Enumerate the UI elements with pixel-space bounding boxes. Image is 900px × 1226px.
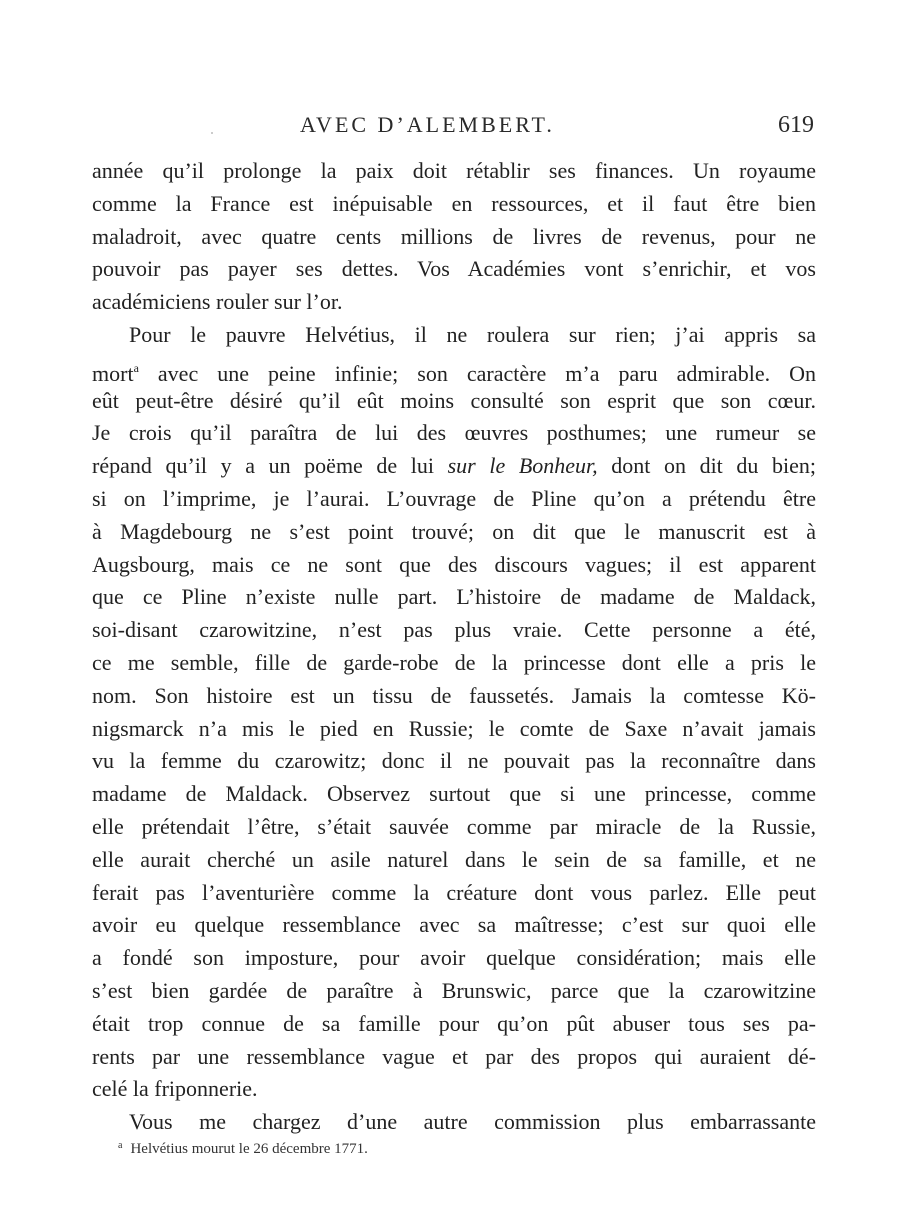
text-line: nom. Son histoire est un tissu de faussetés. Jamais la comtesse Kö- [92,682,816,708]
text-line: pouvoir pas payer ses dettes. Vos Académies vont s’enrichir, et vos [92,256,816,282]
text-line: à Magdebourg ne s’est point trouvé; on dit que le manuscrit est à [92,518,816,544]
text-line: a fondé son imposture, pour avoir quelque considération; mais elle [92,945,816,971]
text-line: elle prétendait l’être, s’était sauvée comme par miracle de la Russie, [92,813,816,839]
page-number: 619 [778,112,814,138]
text-line: eût peut-être désiré qu’il eût moins consulté son esprit que son cœur. [92,387,816,413]
text-line: si on l’imprime, je l’aurai. L’ouvrage de Pline qu’on a prétendu être [92,485,816,511]
body-text [92,155,816,1139]
text-line: Je crois qu’il paraîtra de lui des œuvres posthumes; une rumeur se [92,420,816,446]
text-run: mort [92,360,134,386]
text-line: académiciens rouler sur l’or. [92,289,343,315]
text-line: elle aurait cherché un asile naturel dans le sein de sa famille, et ne [92,846,816,872]
text-line: maladroit, avec quatre cents millions de livres de revenus, pour ne [92,223,816,249]
footnote [118,1140,368,1158]
text-line [92,450,816,483]
text-line: nigsmarck n’a mis le pied en Russie; le comte de Saxe n’avait jamais [92,715,816,741]
footnote-mark: a [118,1140,123,1151]
text-run: dont on dit du bien; [597,453,816,479]
text-run: avec une peine infinie; son caractère m’a paru admirable. On [138,360,816,386]
text-line: vu la femme du czarowitz; donc il ne pouvait pas la reconnaître dans [92,748,816,774]
footnote-reference: a [133,360,139,375]
text-line: était trop connue de sa famille pour qu’on pût abuser tous ses pa- [92,1010,816,1036]
text-line: celé la friponnerie. [92,1076,258,1102]
text-line: ce me semble, fille de garde-robe de la princesse dont elle a pris le [92,649,816,675]
text-line: Pour le pauvre Helvétius, il ne roulera sur rien; j’ai appris sa [129,321,816,347]
text-line: ferait pas l’aventurière comme la créature dont vous parlez. Elle peut [92,879,816,905]
italic-title: sur le Bonheur, [447,453,598,479]
text-line: rents par une ressemblance vague et par des propos qui auraient dé- [92,1043,816,1069]
text-line: comme la France est inépuisable en ressources, et il faut être bien [92,190,816,216]
text-line: année qu’il prolonge la paix doit rétablir ses finances. Un royaume [92,158,816,183]
text-line: que ce Pline n’existe nulle part. L’histoire de madame de Maldack, [92,584,816,610]
text-line: Vous me chargez d’une autre commission plus embarrassante [129,1109,816,1135]
text-line: soi-disant czarowitzine, n’est pas plus vraie. Cette personne a été, [92,617,816,643]
running-head [0,112,900,146]
text-line: Augsbourg, mais ce ne sont que des discours vagues; il est apparent [92,551,816,577]
speck [211,132,213,134]
footnote-text: Helvétius mourut le 26 décembre 1771. [130,1141,368,1157]
text-run: répand qu’il y a un poëme de lui [92,453,448,479]
text-line: avoir eu quelque ressemblance avec sa maîtresse; c’est sur quoi elle [92,912,816,938]
text-line [92,352,816,385]
text-line: s’est bien gardée de paraître à Brunswic, parce que la czarowitzine [92,977,816,1003]
text-line: madame de Maldack. Observez surtout que si une princesse, comme [92,781,816,807]
running-title: AVEC D’ALEMBERT. [300,112,555,137]
